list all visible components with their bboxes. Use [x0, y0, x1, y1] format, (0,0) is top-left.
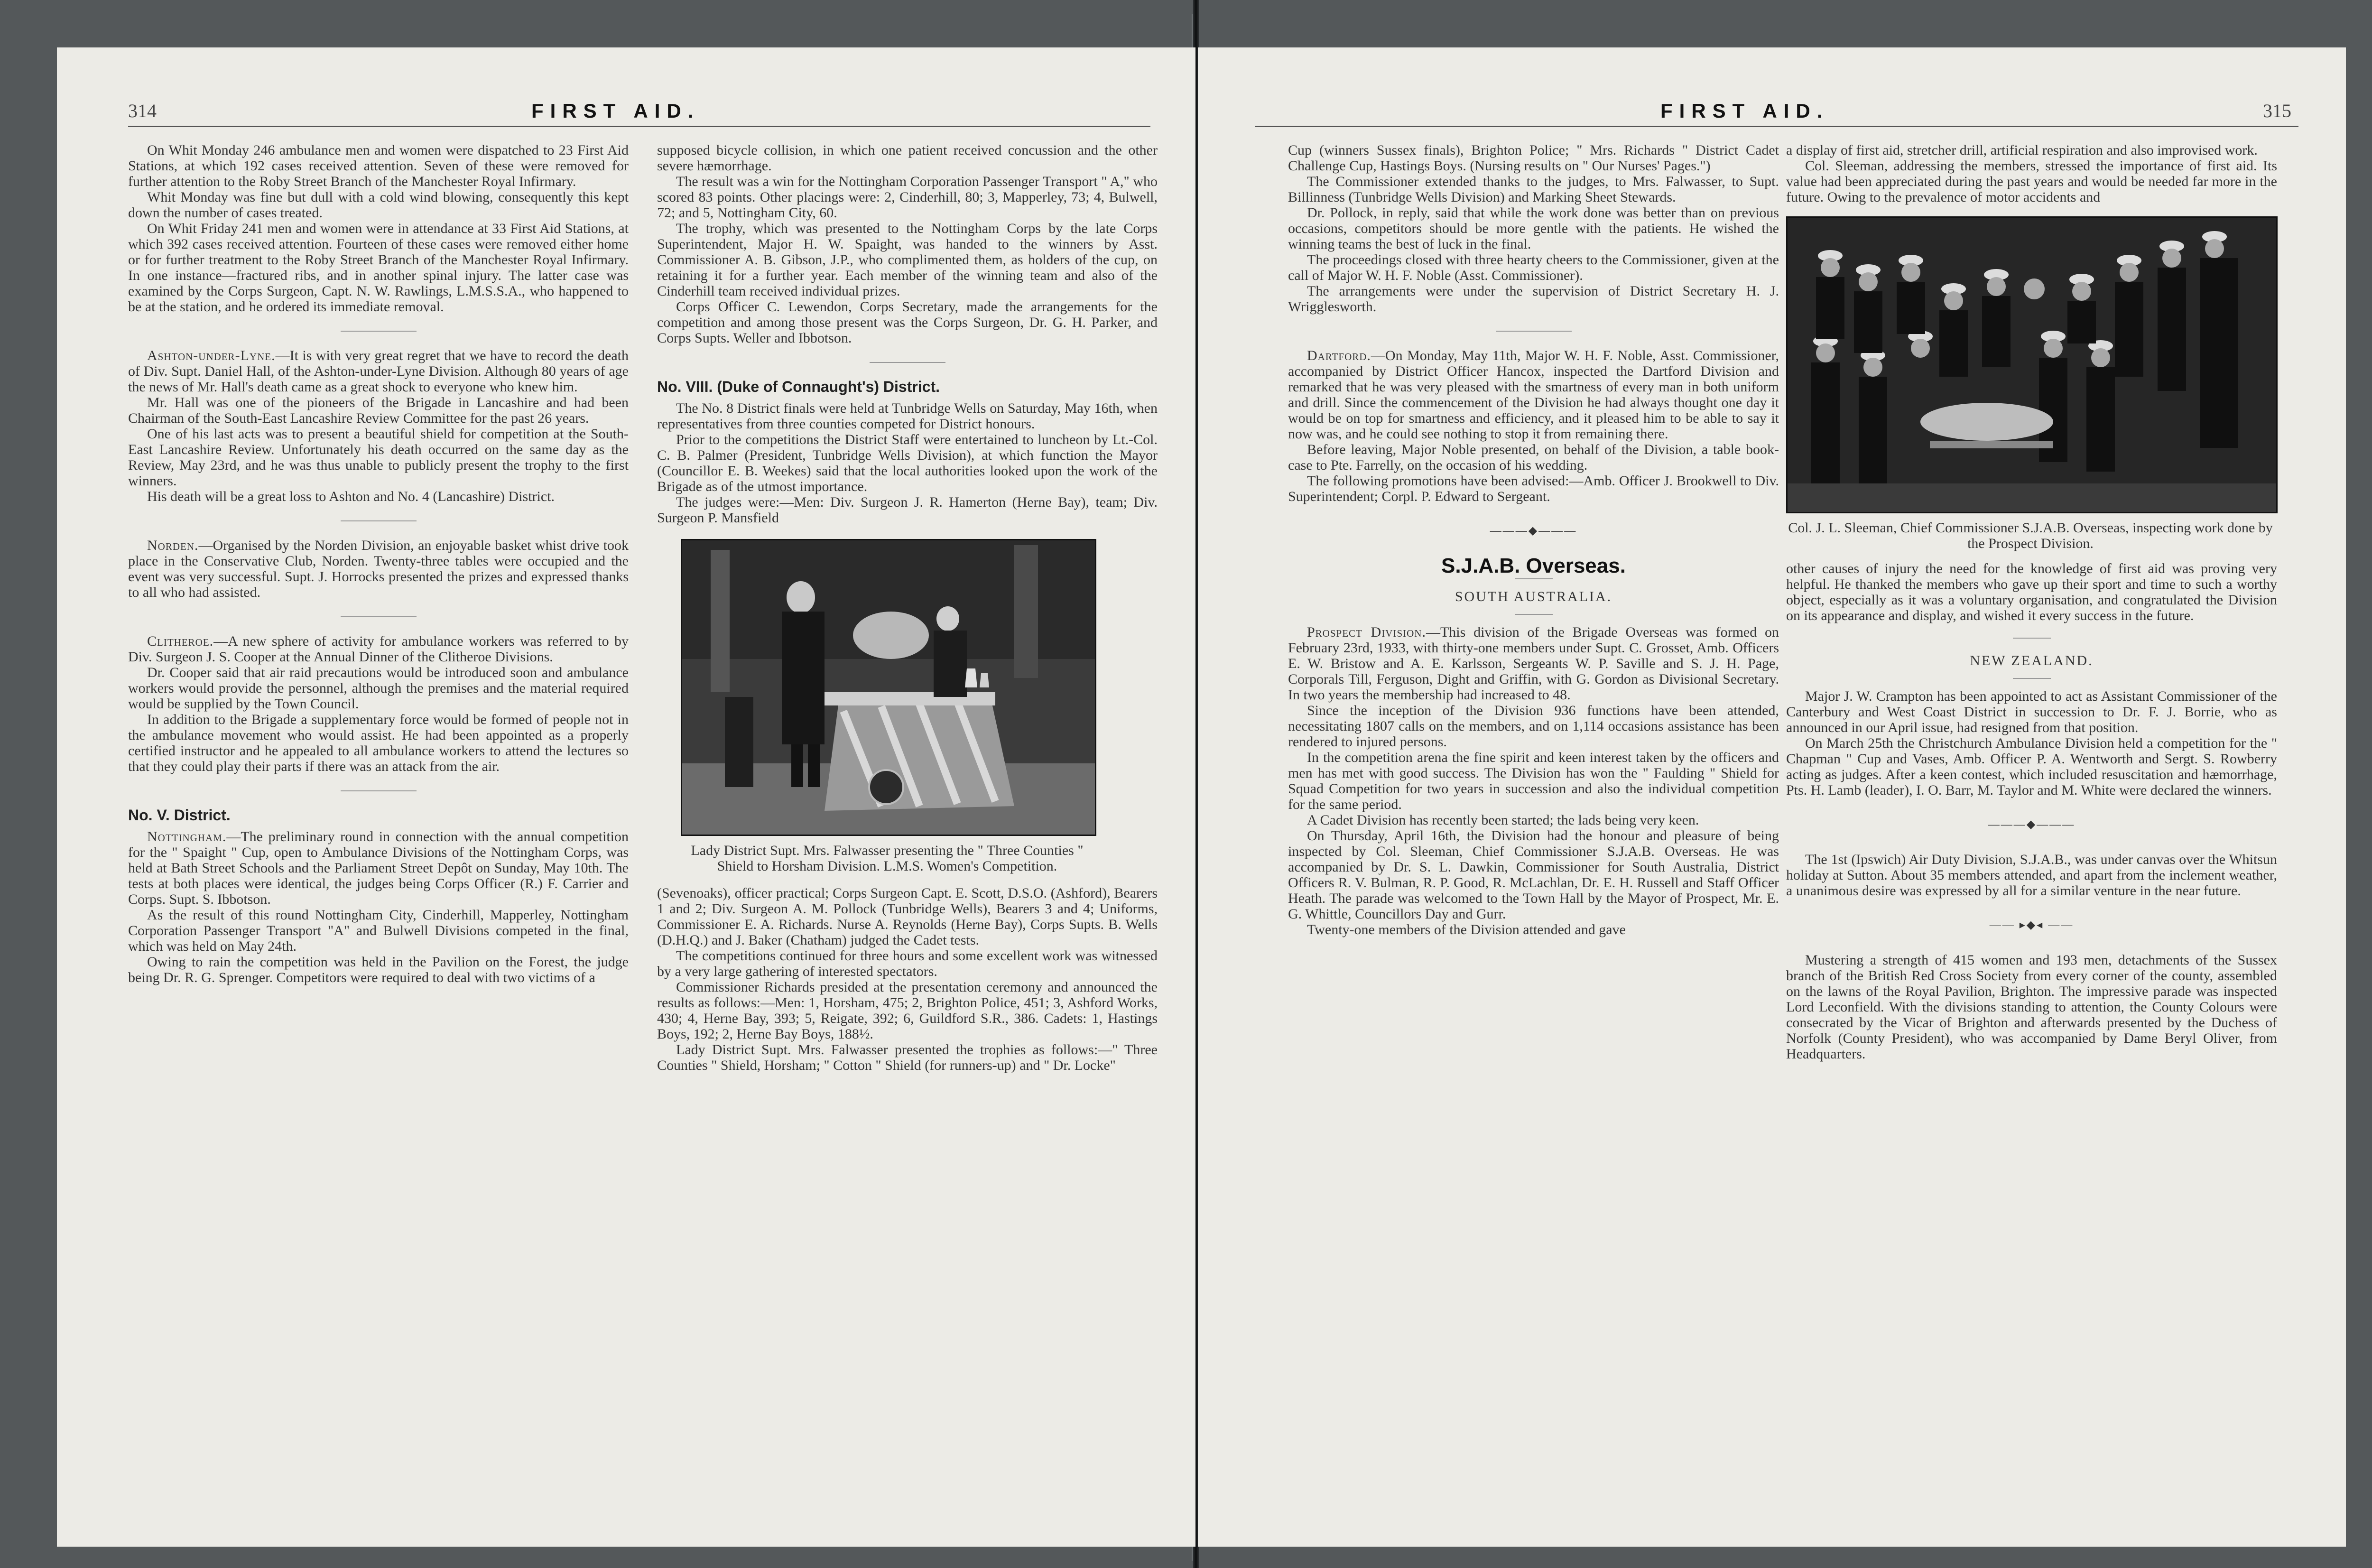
- paragraph: Dr. Pollock, in reply, said that while the work done was better than on previous occasions, competitors should be more gentle with the patients. He wished the winning teams the best of luck in the final.: [1288, 205, 1779, 252]
- paragraph: Nottingham.—The preliminary round in connection with the annual competition for the " Spaight " Cup, open to Ambulance Divisions of the Nottingham Corps, was held at Bath Street Schools and the Parliament Street Depôt on Sunday, May 10th. The tests at both places were identical, the judges being Corps Officer (R.) F. Carrier and Corps. Supt. S. Ibbotson.: [128, 829, 629, 907]
- section-separator: [341, 520, 417, 521]
- photo-shield-presentation: [681, 539, 1096, 836]
- header-rule: [128, 126, 1150, 127]
- paragraph: On Whit Monday 246 ambulance men and women were dispatched to 23 First Aid Stations, at which 192 cases received attention. Seven of these were removed for further attention to the Roby Street Branch of the Manchester Royal Infirmary.: [128, 142, 629, 189]
- paragraph: Mustering a strength of 415 women and 193 men, detachments of the Sussex branch of the British Red Cross Society from every corner of the county, assembled on the lawns of the Royal Pavilion, Brighton. The impressive parade was inspected Lord Leconfield. With the divisions standing to attention, the County Colours were consecrated by the Vicar of Brighton and afterwards presented by the Duchess of Norfolk (County President), who was accompanied by Dame Beryl Oliver, from Headquarters.: [1786, 952, 2277, 1062]
- paragraph: The judges were:—Men: Div. Surgeon J. R. Hamerton (Herne Bay), team; Div. Surgeon P. Mansfield: [657, 494, 1158, 526]
- lead-in: Prospect Division.: [1307, 624, 1426, 640]
- section-heading: S.J.A.B. Overseas.: [1441, 554, 1626, 577]
- paragraph: Clitheroe.—A new sphere of activity for ambulance workers was referred to by Div. Surgeon J. S. Cooper at the Annual Dinner of the Clitheroe Divisions.: [128, 633, 629, 665]
- subsection-heading: NEW ZEALAND.: [1970, 653, 2094, 668]
- section-heading: No. V. District.: [128, 807, 231, 824]
- paragraph: In addition to the Brigade a supplementary force would be formed of people not in the ambulance movement who would assist. He had been appointed as a properly certified instructor and he appealed to all ambulance workers to attend the lectures so that they could play their parts if there was an attack from the air.: [128, 712, 629, 774]
- figure-caption: Lady District Supt. Mrs. Falwasser presenting the " Three Counties " Shield to Horsham Division. L.M.S. Women's Competition.: [691, 843, 1084, 874]
- paragraph: The trophy, which was presented to the Nottingham Corps by the late Corps Superintendent, Major H. W. Spaight, was handed to the winners by Asst. Commissioner A. B. Gibson, J.P., who complimented them, as holders of the cup, on retaining it for a further year. Each member of the winning team and also of the Cinderhill team received individual prizes.: [657, 221, 1158, 299]
- paragraph: Since the inception of the Division 936 functions have been attended, necessitating 1807 calls on the members, and on 1,114 occasions assistance has been rendered to injured persons.: [1288, 703, 1779, 750]
- left-page-header: [57, 100, 1195, 133]
- paragraph: On March 25th the Christchurch Ambulance Division held a competition for the " Chapman " Cup and Vases, Amb. Officer P. A. Wentworth and Sergt. S. Rowberry acting as judges. After a keen contest, which included resuscitation and hæmorrhage, Pts. H. Lamb (leader), I. O. Barr, M. Taylor and M. White were declared the winners.: [1786, 735, 2277, 798]
- ornament-divider: ———◆———: [1490, 525, 1577, 537]
- paragraph: In the competition arena the fine spirit and keen interest taken by the officers and men has met with good success. The Division has won the " Faulding " Shield for Squad Competition for two years in succession and also the individual competition for the same period.: [1288, 750, 1779, 812]
- paragraph: As the result of this round Nottingham City, Cinderhill, Mapperley, Nottingham Corporation Passenger Transport "A" and Bulwell Divisions competed in the final, which was held on May 24th.: [128, 907, 629, 954]
- paragraph: Before leaving, Major Noble presented, on behalf of the Division, a table book-case to Pte. Farrelly, on the occasion of his wedding.: [1288, 442, 1779, 473]
- paragraph: Prior to the competitions the District Staff were entertained to luncheon by Lt.-Col. C. B. Palmer (President, Tunbridge Wells Division), at which function the Mayor (Councillor E. B. Weekes) said that the local authorities looked upon the work of the Brigade as of the utmost importance.: [657, 432, 1158, 494]
- paragraph: a display of first aid, stretcher drill, artificial respiration and also improvised work.: [1786, 142, 2258, 158]
- section-separator: [1515, 614, 1553, 615]
- left-column-2: [657, 142, 1158, 1073]
- figure-presentation: [681, 539, 1093, 874]
- lead-in: Nottingham.: [147, 829, 227, 844]
- paragraph: The result was a win for the Nottingham Corporation Passenger Transport " A," who scored 83 points. Other placings were: 2, Cinderhill, 80; 3, Mapperley, 73; 4, Bulwell, 72; and 5, Nottingham City, 60.: [657, 174, 1158, 221]
- paragraph: The competitions continued for three hours and some excellent work was witnessed by a very large gathering of interested spectators.: [657, 948, 1158, 979]
- paragraph: Ashton-under-Lyne.—It is with very great regret that we have to record the death of Div. Supt. Daniel Hall, of the Ashton-under-Lyne Division. Although 80 years of age the news of Mr. Hall's death came as a great shock to everyone who knew him.: [128, 348, 629, 395]
- section-separator: [341, 331, 417, 332]
- ornament-divider: —— ▸◆◂ ——: [1989, 919, 2074, 931]
- paragraph: (Sevenoaks), officer practical; Corps Surgeon Capt. E. Scott, D.S.O. (Ashford), Bearers 1 and 2; Div. Surgeon A. M. Pollock (Tunbridge Wells), Bearers 3 and 4; Uniforms, Commissioner E. A. Richards. Nurse A. Reynolds (Herne Bay), Corps Supts. B. Wells (D.H.Q.) and J. Baker (Chatham) judged the Cadet tests.: [657, 885, 1158, 948]
- paragraph: On Whit Friday 241 men and women were in attendance at 33 First Aid Stations, at which 392 cases received attention. Fourteen of these cases were removed either home or for further treatment to the Roby Street Branch of the Manchester Royal Infirmary. In one instance—fractured ribs, and in another spinal injury. The latter case was examined by the Corps Surgeon, Capt. N. W. Rawlings, L.M.S.S.A., who happened to be at the station, and he ordered its immediate removal.: [128, 221, 629, 315]
- paragraph: Prospect Division.—This division of the Brigade Overseas was formed on February 23rd, 1933, with thirty-one members under Supt. C. Grosset, Amb. Officers E. W. Bristow and A. E. Karlsson, Sergeants W. P. Saville and S. J. H. Page, Corporals Till, Ferguson, Dight and Griffin, with G. Gordon as Divisional Secretary. In two years the membership had increased to 48.: [1288, 624, 1779, 703]
- paragraph: Dartford.—On Monday, May 11th, Major W. H. F. Noble, Asst. Commissioner, accompanied by District Officer Hancox, inspected the Dartford Division and remarked that he was very pleased with the smartness of every man in both uniform and drill. Since the commencement of the Division he had always thought one day it would be on top for smartness and efficiency, and it pleased him to be able to say it now was, and he could see nothing to stop it from remaining there.: [1288, 348, 1779, 442]
- lead-in: Norden.: [147, 538, 199, 553]
- figure-caption: Col. J. L. Sleeman, Chief Commissioner S.J.A.B. Overseas, inspecting work done by the Prospect Division.: [1788, 520, 2273, 551]
- paragraph: Col. Sleeman, addressing the members, stressed the importance of first aid. Its value had been appreciated during the past years and would be needed far more in the future. Owing to the prevalence of motor accidents and: [1786, 158, 2277, 205]
- section-separator: [2013, 638, 2051, 639]
- section-separator: [1496, 331, 1572, 332]
- paragraph: The arrangements were under the supervision of District Secretary H. J. Wrigglesworth.: [1288, 283, 1779, 315]
- page-number: 314: [128, 100, 157, 121]
- paragraph: Dr. Cooper said that air raid precautions would be introduced soon and ambulance workers would provide the personnel, although the premises and the material required would be supplied by the Town Council.: [128, 665, 629, 712]
- paragraph: Twenty-one members of the Division attended and gave: [1307, 922, 1626, 937]
- photo-illustration: [682, 540, 1095, 835]
- section-separator: [1515, 578, 1553, 579]
- photo-inspection: [1786, 216, 2278, 513]
- left-page: [57, 47, 1195, 1547]
- paragraph: The 1st (Ipswich) Air Duty Division, S.J.A.B., was under canvas over the Whitsun holiday at Sutton. About 35 members attended, and apart from the inclement weather, a unanimous desire was expressed by all for a similar venture in the near future.: [1786, 852, 2277, 899]
- paragraph: Corps Officer C. Lewendon, Corps Secretary, made the arrangements for the competition and among those present was the Corps Surgeon, Dr. G. H. Parker, and Corps Supts. Weller and Ibbotson.: [657, 299, 1158, 346]
- section-heading: No. VIII. (Duke of Connaught's) District.: [657, 378, 940, 395]
- section-separator: [341, 790, 417, 791]
- paragraph: Mr. Hall was one of the pioneers of the Brigade in Lancashire and had been Chairman of the South-East Lancashire Review Committee for the past 26 years.: [128, 395, 629, 426]
- subsection-heading: SOUTH AUSTRALIA.: [1455, 589, 1612, 604]
- paragraph: On Thursday, April 16th, the Division had the honour and pleasure of being inspected by Col. Sleeman, Chief Commissioner S.J.A.B. Overseas. He was accompanied by Dr. S. L. Dawkin, Commissioner for South Australia, District Officers R. V. Bulman, R. P. Good, R. McLachlan, Dr. E. H. Russell and Staff Officer Heath. The parade was welcomed to the Town Hall by the Mayor of Prospect, Mr. E. G. Whittle, Councillors Day and Gurr.: [1288, 828, 1779, 922]
- paragraph: Owing to rain the competition was held in the Pavilion on the Forest, the judge being Dr. R. G. Sprenger. Competitors were required to deal with two victims of a: [128, 954, 629, 985]
- paragraph: Major J. W. Crampton has been appointed to act as Assistant Commissioner of the Canterbury and West Coast District in succession to Dr. F. J. Borrie, who as announced in our April issue, had resigned from that position.: [1786, 688, 2277, 735]
- section-separator: [2013, 678, 2051, 679]
- paragraph: The Commissioner extended thanks to the judges, to Mrs. Falwasser, to Supt. Billinness (Tunbridge Wells Division) and Marking Sheet Stewards.: [1288, 174, 1779, 205]
- right-column-1: [1288, 142, 1779, 937]
- paragraph: Whit Monday was fine but dull with a cold wind blowing, consequently this kept down the number of cases treated.: [128, 189, 629, 221]
- lead-in: Ashton-under-Lyne.: [147, 348, 276, 363]
- lead-in: Dartford.: [1307, 348, 1371, 363]
- right-page-header: [1198, 100, 2346, 133]
- right-column-2: [1786, 142, 2277, 1062]
- photo-illustration: [1788, 218, 2276, 512]
- running-title: FIRST AID.: [531, 100, 700, 122]
- paragraph: supposed bicycle collision, in which one patient received concussion and the other severe hæmorrhage.: [657, 142, 1158, 174]
- paragraph: other causes of injury the need for the knowledge of first aid was proving very helpful. He thanked the members who gave up their sport and time to such a worthy object, especially as it was a voluntary organisation, and congratulated the Division on its appearance and display, and wished it every success in the future.: [1786, 561, 2277, 623]
- paragraph: The following promotions have been advised:—Amb. Officer J. Brookwell to Div. Superintendent; Corpl. P. Edward to Sergeant.: [1288, 473, 1779, 504]
- paragraph: His death will be a great loss to Ashton and No. 4 (Lancashire) District.: [147, 489, 555, 504]
- paragraph: Lady District Supt. Mrs. Falwasser presented the trophies as follows:—" Three Counties " Shield, Horsham; " Cotton " Shield (for runners-up) and " Dr. Locke": [657, 1042, 1158, 1073]
- lead-in: Clitheroe.: [147, 633, 214, 649]
- paragraph: Norden.—Organised by the Norden Division, an enjoyable basket whist drive took place in the Conservative Club, Norden. Twenty-three tables were occupied and the event was very successful. Supt. J. Horrocks presented the prizes and expressed thanks to all who had assisted.: [128, 538, 629, 600]
- running-title: FIRST AID.: [1660, 100, 1829, 122]
- paragraph: One of his last acts was to present a beautiful shield for competition at the South-East Lancashire Review. Unfortunately his death occurred on the same day as the Review, May 23rd, and he was thus unable to publicly present the trophy to the first winners.: [128, 426, 629, 489]
- left-column-1: [128, 142, 629, 985]
- ornament-divider: ———◆———: [1988, 818, 2076, 831]
- figure-inspection: [1786, 216, 2275, 551]
- paragraph: A Cadet Division has recently been started; the lads being very keen.: [1307, 812, 1699, 828]
- page-number: 315: [2263, 100, 2291, 121]
- paragraph: Commissioner Richards presided at the presentation ceremony and announced the results as follows:—Men: 1, Horsham, 475; 2, Brighton Police, 451; 3, Ashford Works, 430; 4, Herne Bay, 393; 5, Reigate, 392; 6, Guildford S.R., 386. Cadets: 1, Hastings Boys, 192; 2, Herne Bay Boys, 188½.: [657, 979, 1158, 1042]
- paragraph: The proceedings closed with three hearty cheers to the Commissioner, given at the call of Major W. H. F. Noble (Asst. Commissioner).: [1288, 252, 1779, 283]
- paragraph: Cup (winners Sussex finals), Brighton Police; " Mrs. Richards " District Cadet Challenge Cup, Hastings Boys. (Nursing results on " Our Nurses' Pages."): [1288, 142, 1779, 174]
- right-page: [1198, 47, 2346, 1547]
- section-separator: [870, 362, 945, 363]
- header-rule: [1255, 126, 2298, 127]
- paragraph: The No. 8 District finals were held at Tunbridge Wells on Saturday, May 16th, when representatives from three counties competed for District honours.: [657, 400, 1158, 432]
- section-separator: [341, 616, 417, 617]
